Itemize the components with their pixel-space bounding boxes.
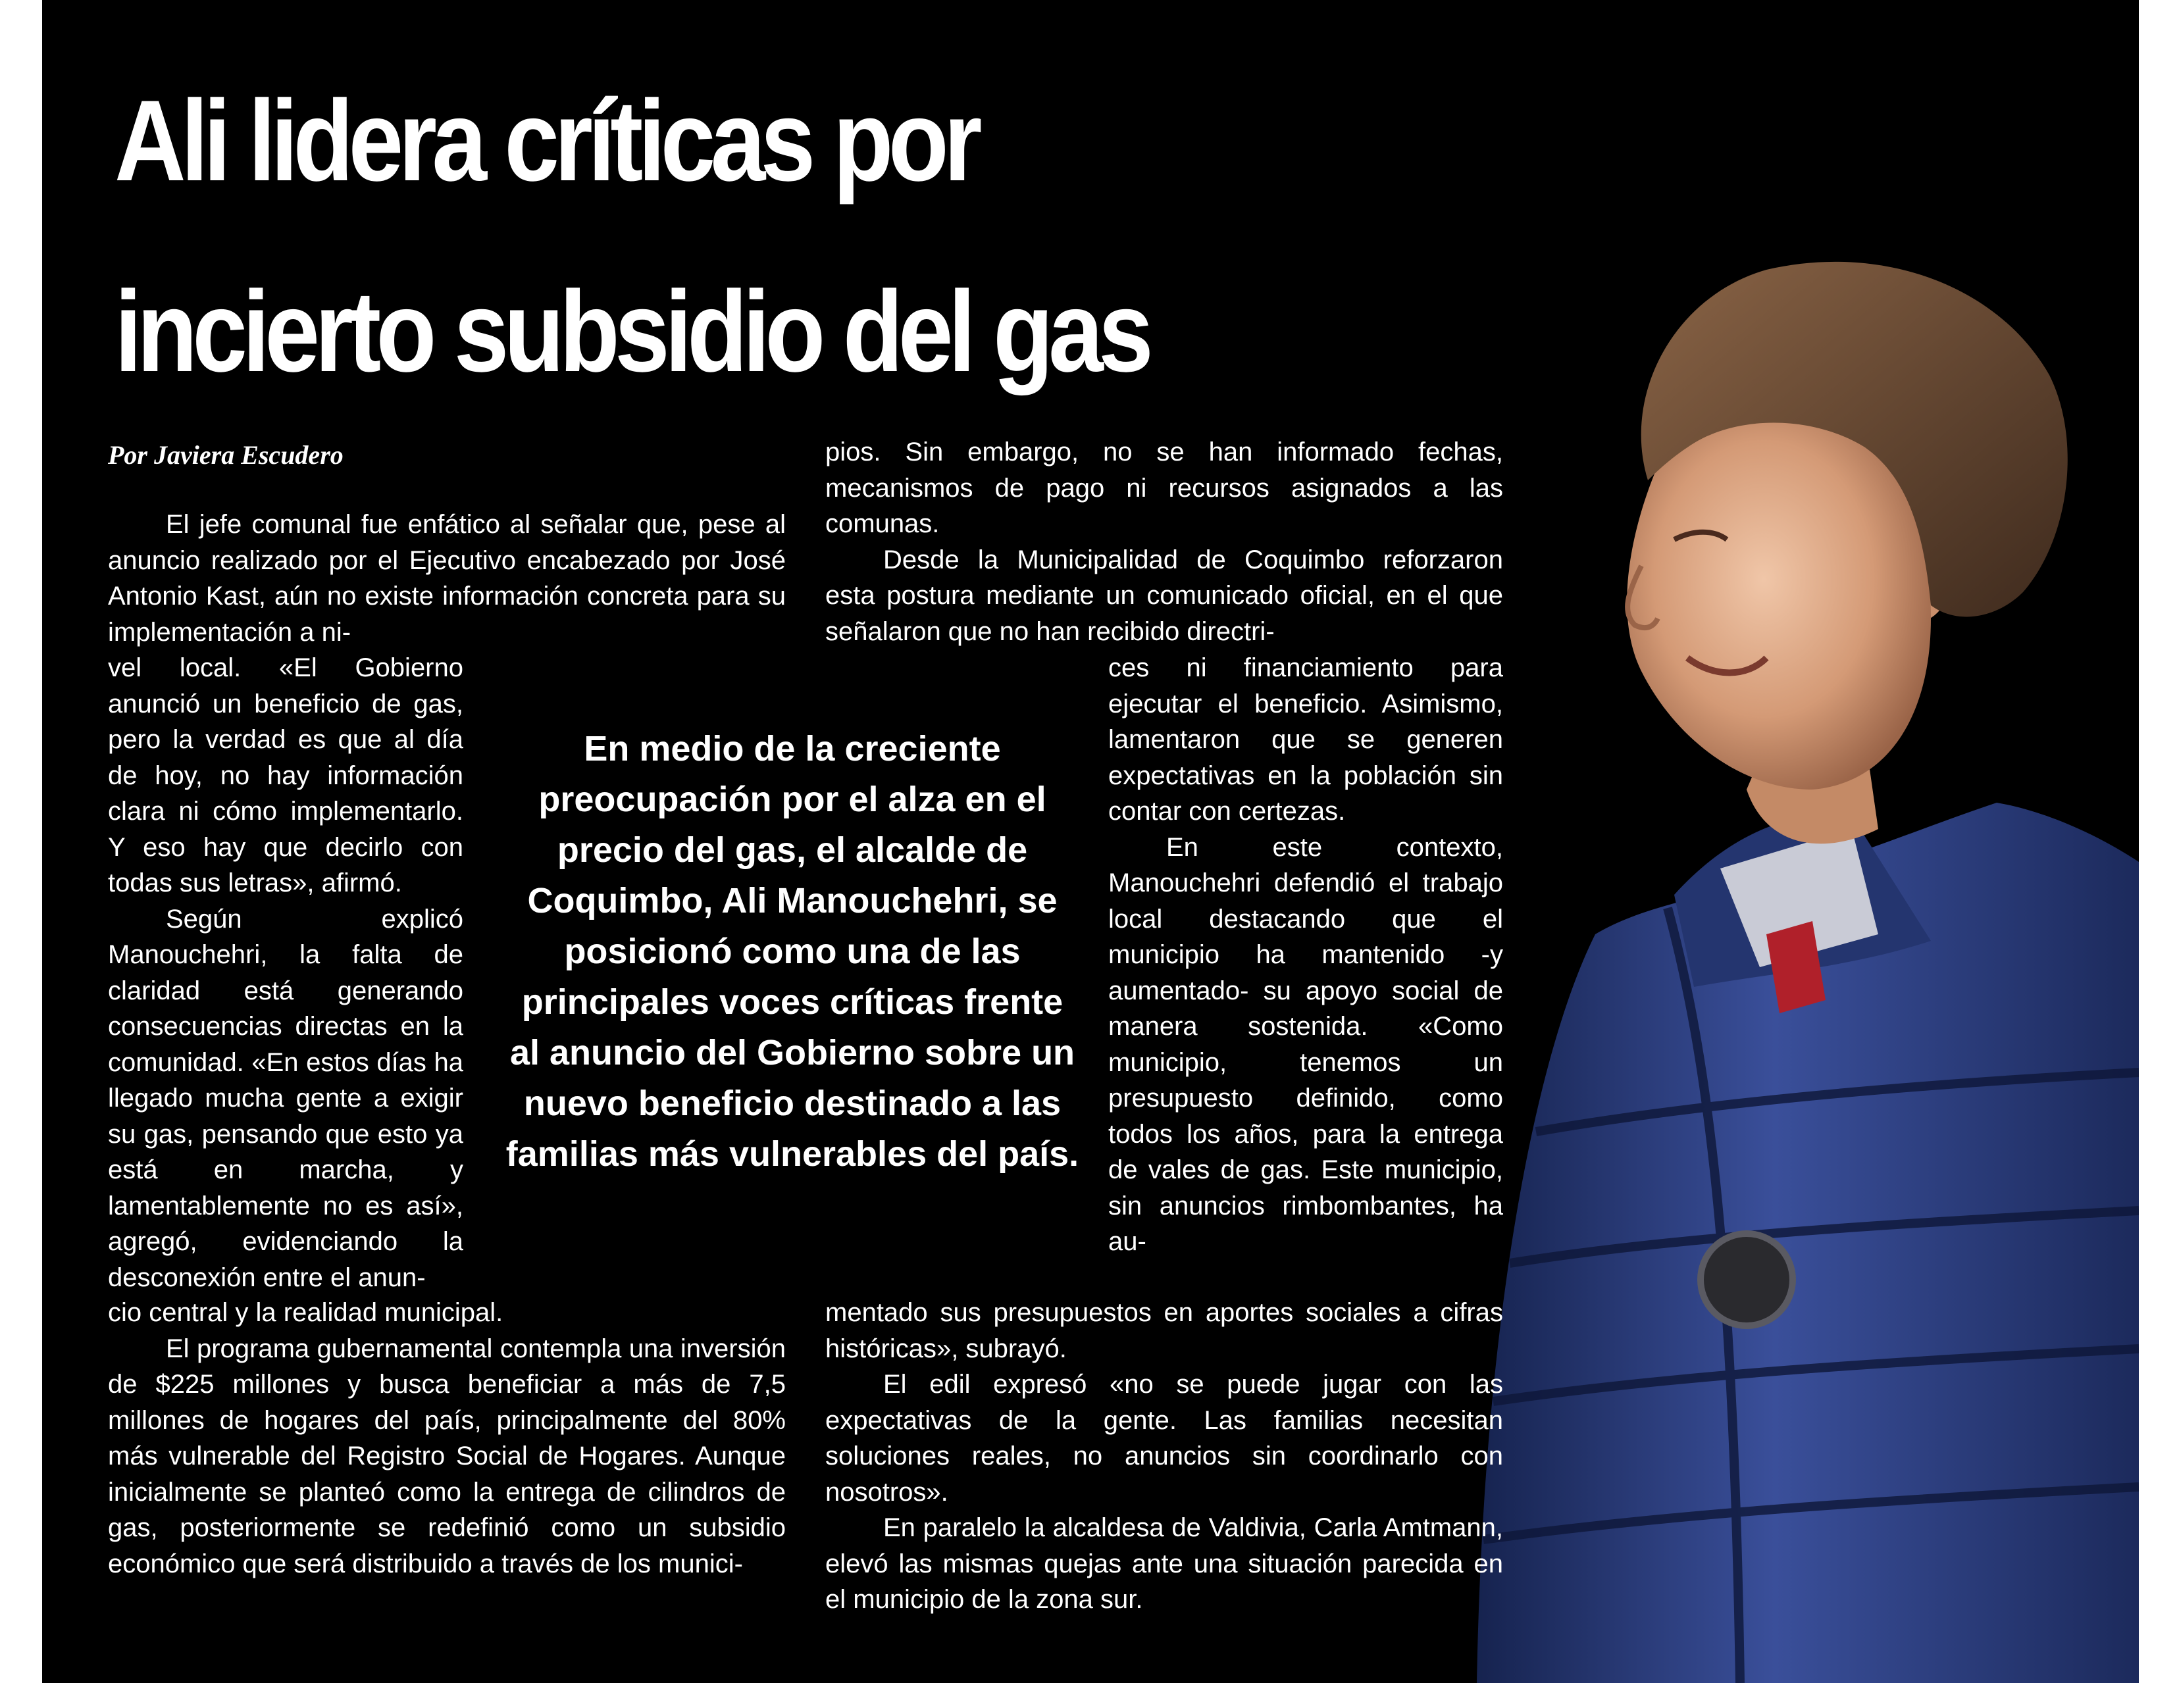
column-2-paragraph-2-end: ces ni financiamiento para ejecutar el beneficio. Asimismo, lamentaron que se generen expectativas en la población sin contar con certezas. (1108, 653, 1503, 826)
headline-line-2: incierto subsidio del gas (115, 268, 1149, 396)
column-1-paragraph-1-start: El jefe comunal fue enfático al señalar que, pese al anuncio realizado por el Ejecutivo encabezado por José Antonio Kast, aún no existe información concreta para su implementación a ni- (108, 510, 786, 647)
column-2-paragraph-2-start: Desde la Municipalidad de Coquimbo reforzaron esta postura mediante un comunicado oficial, en el que señalaron que no han recibido directri- (825, 545, 1503, 646)
column-2-paragraph-4: El edil expresó «no se puede jugar con las expectativas de la gente. Las familias necesitan soluciones reales, no anuncios sin coordinarlo con nosotros». (825, 1370, 1503, 1507)
column-1-paragraph-2-start: Según explicó Manouchehri, la falta de claridad está generando consecuencias directas en la comunidad. «En estos días ha llegado mucha gente a exigir su gas, pensando que esto ya está en marcha, y lamentablemente no es así», agregó, evidenciando la desconexión entre el anun- (108, 904, 463, 1292)
column-1-bottom (108, 1295, 786, 1582)
column-2-bottom (825, 1295, 1503, 1618)
pull-quote: En medio de la creciente preocupación por el alza en el precio del gas, el alcalde de Coquimbo, Ali Manouchehri, se posicionó como una de las principales voces críticas frente al anuncio del Gobierno sobre un nuevo beneficio destinado a las familias más vulnerables del país. (505, 729, 1079, 1174)
column-1-top (108, 507, 786, 650)
column-2-narrow (1108, 650, 1503, 1260)
newspaper-page (42, 0, 2139, 1683)
headline (115, 46, 1348, 428)
column-2-paragraph-1: pios. Sin embargo, no se han informado fechas, mecanismos de pago ni recursos asignados a las comunas. (825, 438, 1503, 538)
column-2-paragraph-5: En paralelo la alcaldesa de Valdivia, Carla Amtmann, elevó las mismas quejas ante una situación parecida en el municipio de la zona sur. (825, 1513, 1503, 1614)
headline-line-1: Ali lidera críticas por (115, 77, 977, 205)
column-1-paragraph-1-end: vel local. «El Gobierno anunció un beneficio de gas, pero la verdad es que al día de hoy, no hay información clara ni cómo implementarlo. Y eso hay que decirlo con todas sus letras», afirmó. (108, 653, 463, 897)
column-2-paragraph-3-start: En este contexto, Manouchehri defendió el trabajo local destacando que el municipio ha mantenido -y aumentado- su apoyo social de manera sostenida. «Como municipio, tenemos un presupuesto definido, como todos los años, para la entrega de vales de gas. Este municipio, sin anuncios rimbombantes, ha au- (1108, 832, 1503, 1256)
column-2-top (825, 434, 1503, 649)
column-1-narrow (108, 650, 463, 1295)
column-1-paragraph-2-end: cio central y la realidad municipal. (108, 1298, 503, 1327)
column-1-paragraph-3: El programa gubernamental contempla una inversión de $225 millones y busca beneficiar a más de 7,5 millones de hogares del país, principalmente del 80% más vulnerable del Registro Social de Hogares. Aunque inicialmente se planteó como la entrega de cilindros de gas, posteriormente se redefinió como un subsidio económico que será distribuido a través de los munici- (108, 1334, 786, 1578)
byline: Por Javiera Escudero (108, 440, 344, 470)
column-2-paragraph-3-end: mentado sus presupuestos en aportes sociales a cifras históricas», subrayó. (825, 1298, 1503, 1363)
mayor-portrait-photo (1457, 197, 2139, 1683)
